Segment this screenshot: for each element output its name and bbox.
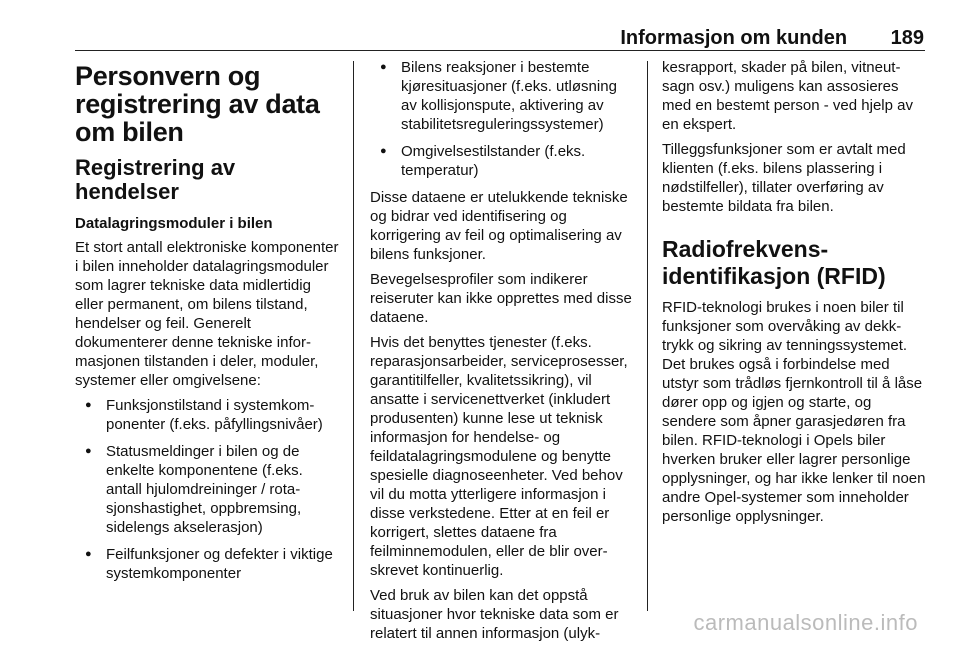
page-header xyxy=(620,27,924,49)
list-item: ● Omgivelsestilstander (f.eks. temperatur) xyxy=(370,142,633,180)
page-number: 189 xyxy=(890,27,924,49)
list-item: ● Statusmeldinger i bilen og de enkelte komponentene (f.eks. antall hjulomdreininger / rotasjonshastighet, oppbremsing, sidelengs akselerasjon) xyxy=(75,442,340,537)
list-item: ● Bilens reaksjoner i bestemte kjøresituasjoner (f.eks. utløsning av kollisjonspute, aktivering av stabilitetsreguleringssystemer) xyxy=(370,58,633,134)
list-item: ● Funksjonstilstand i systemkomponenter (f.eks. påfyllingsnivåer) xyxy=(75,396,340,434)
header-title: Informasjon om kunden xyxy=(620,27,848,49)
column-divider-1 xyxy=(353,61,354,611)
watermark: carmanualsonline.info xyxy=(693,610,918,635)
paragraph: Hvis det benyttes tjenester (f.eks. reparasjonsarbeider, serviceprosesser, garantitilfeller, kvalitetssikring), vil ansatte i servicenettverket (inkludert produsenten) kunne lese ut teknisk informasjon for hendelse- og feildatalagringsmodulene og benytte spesielle diagnoseenheter. Ved behov vil du motta ytterligere informasjon i disse verkstedene. Etter at en feil er korrigert, slettes dataene fra feilminnemodulen, eller de blir overskrevet kontinuerlig. xyxy=(370,334,628,579)
subheading-event-recording: Registrering av hendelser xyxy=(75,155,236,204)
paragraph: Et stort antall elektroniske komponenter i bilen inneholder datalagringsmoduler som lagrer tekniske data midlertidig eller permanent, om bilens tilstand, hendelser og feil. Generelt dokumenterer denne tekniske informasjonen tilstanden i deler, moduler, systemer eller omgivelsene: xyxy=(75,239,339,389)
header-rule xyxy=(75,50,925,51)
bullet-list xyxy=(75,396,340,583)
paragraph: Ved bruk av bilen kan det oppstå situasjoner hvor tekniske data som er relatert til annen informasjon (ulyk- xyxy=(370,587,619,642)
column-2 xyxy=(370,58,633,649)
column-3 xyxy=(662,58,927,532)
section-heading-rfid: Radiofrekvens-identifikasjon (RFID) xyxy=(662,236,886,289)
paragraph: Tilleggsfunksjoner som er avtalt med klienten (f.eks. bilens plassering i nødstilfeller), tillater overføring av bestemte bildata fra bilen. xyxy=(662,141,906,215)
paragraph: RFID-teknologi brukes i noen biler til funksjoner som overvåking av dekktrykk og sikring av tenningssystemet. Det brukes også i forbindelse med utstyr som trådløs fjernkontroll til å låse dører opp og igjen og starte, og sendere som åpner garasjedøren fra bilen. RFID-teknologi i Opels biler hverken bruker eller lagrer personlige opplysninger, og har ikke lenker til noen andre Opel-systemer som inneholder personlige opplysninger. xyxy=(662,299,926,525)
list-item: ● Feilfunksjoner og defekter i viktige systemkomponenter xyxy=(75,545,340,583)
paragraph: Bevegelsesprofiler som indikerer reiseruter kan ikke opprettes med disse dataene. xyxy=(370,271,632,326)
bullet-list xyxy=(370,58,633,180)
paragraph: Disse dataene er utelukkende tekniske og bidrar ved identifisering og korrigering av feil og optimalisering av bilens funksjoner. xyxy=(370,189,628,263)
column-divider-2 xyxy=(647,61,648,611)
subheading-data-modules: Datalagringsmoduler i bilen xyxy=(75,215,273,232)
column-1 xyxy=(75,58,340,591)
paragraph: kesrapport, skader på bilen, vitneutsagn osv.) muligens kan assosieres med en bestemt person - ved hjelp av en ekspert. xyxy=(662,59,913,133)
section-heading-privacy: Personvern og registrering av data om bilen xyxy=(75,61,320,147)
